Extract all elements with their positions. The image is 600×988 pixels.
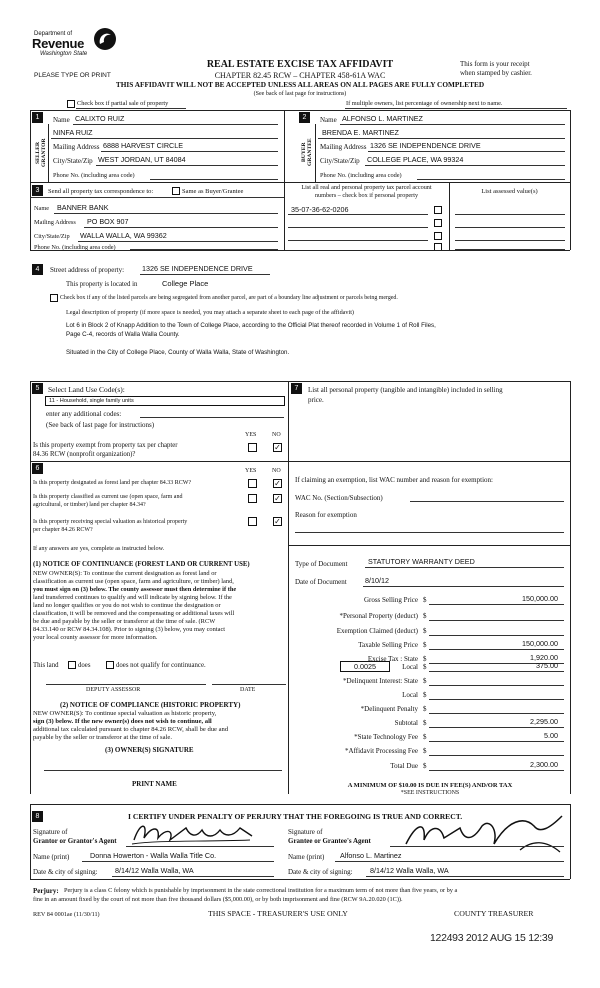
- treasurer-use-only: THIS SPACE - TREASURER'S USE ONLY: [208, 909, 348, 918]
- delinquent-currency: $: [423, 677, 427, 685]
- current-use-yes-checkbox[interactable]: [248, 494, 257, 503]
- segregated-label: Check box if any of the listed parcels are being segregated from another parcel, are part of a boundary line adjustment or parcels being merged.: [60, 295, 398, 301]
- taxable-price-value[interactable]: 150,000.00: [522, 639, 558, 648]
- grantor-signature[interactable]: [130, 818, 260, 848]
- affidavit-fee-label: *Affidavit Processing Fee: [345, 747, 418, 755]
- personal-property-label: *Personal Property (deduct): [339, 612, 418, 620]
- form-warning: THIS AFFIDAVIT WILL NOT BE ACCEPTED UNLESS ALL AREAS ON ALL PAGES ARE FULLY COMPLETED: [115, 80, 485, 89]
- personal-property-list-2: price.: [308, 396, 324, 404]
- dor-swirl-icon: [92, 26, 118, 52]
- parcel-number[interactable]: 35-07-36-62-0206: [291, 205, 349, 214]
- grantor-sig-label-2: Grantor or Grantor's Agent: [33, 837, 117, 845]
- buyer-name-1[interactable]: ALFONSO L. MARTINEZ: [342, 114, 423, 123]
- please-type: PLEASE TYPE OR PRINT: [34, 72, 111, 79]
- grantee-printed-name[interactable]: Alfonso L. Martinez: [340, 851, 402, 860]
- wac-label: WAC No. (Section/Subsection): [295, 494, 383, 502]
- legal-line-3: Situated in the City of College Place, County of Walla Walla, State of Washington.: [66, 349, 290, 356]
- s5-yes-header: YES: [245, 432, 257, 438]
- s5-no-header: NO: [272, 432, 281, 438]
- penalty-currency: $: [423, 705, 427, 713]
- doc-type-label: Type of Document: [295, 560, 348, 568]
- parcel-2-personal-checkbox[interactable]: [434, 219, 442, 227]
- historic-question-2: per chapter 84.26 RCW?: [33, 527, 93, 533]
- historic-no-checkbox[interactable]: ✓: [274, 517, 281, 526]
- personal-currency: $: [423, 612, 427, 620]
- excise-state-label: Excise Tax : State: [367, 655, 418, 663]
- tax-name-label: Name: [34, 205, 50, 212]
- seller-city-label: City/State/Zip: [53, 157, 93, 165]
- subtotal-label: Subtotal: [394, 719, 418, 727]
- print-name-label: PRINT NAME: [132, 780, 177, 788]
- gross-currency: $: [423, 596, 427, 604]
- receipt-note-1: This form is your receipt: [460, 60, 530, 68]
- tax-name[interactable]: BANNER BANK: [57, 203, 109, 212]
- section-4-badge: 4: [32, 264, 43, 275]
- logo-washington: Washington State: [40, 51, 88, 57]
- seller-name-1[interactable]: CALIXTO RUIZ: [75, 114, 125, 123]
- parcel-header-2: numbers – check box if personal property: [314, 192, 419, 199]
- partial-sale-checkbox[interactable]: [67, 100, 75, 108]
- doc-date-label: Date of Document: [295, 578, 347, 586]
- street-address[interactable]: 1326 SE INDEPENDENCE DRIVE: [142, 264, 253, 273]
- notice-1-line-4: land transferred continues to qualify and will indicate by signing below. If the: [33, 594, 232, 601]
- excise-local-value[interactable]: 375.00: [536, 661, 558, 670]
- delinquent-penalty-label: *Delinquent Penalty: [360, 705, 418, 713]
- affidavit-fee-currency: $: [423, 747, 427, 755]
- partial-sale-label: Check box if partial sale of property: [77, 100, 169, 107]
- personal-property-list-1: List all personal property (tangible and intangible) included in selling: [308, 386, 503, 394]
- grantee-sig-label-1: Signature of: [288, 828, 323, 836]
- s6-no-header: NO: [272, 468, 281, 474]
- assessed-header: List assessed value(s): [481, 188, 538, 195]
- notice-2-line-1: NEW OWNER(S): To continue special valuation as historic property,: [33, 710, 217, 717]
- tax-city-label: City/State/Zip: [34, 233, 70, 240]
- forest-yes-checkbox[interactable]: [248, 479, 257, 488]
- receipt-note-2: when stamped by cashier.: [460, 69, 532, 77]
- total-due-value[interactable]: 2,300.00: [530, 760, 558, 769]
- excise-local-label: Local: [402, 663, 418, 671]
- excise-state-value[interactable]: 1,920.00: [530, 653, 558, 662]
- minimum-fee-note: A MINIMUM OF $10.00 IS DUE IN FEE(S) AND/OR TAX: [347, 782, 513, 789]
- land-use-see-back: (See back of last page for instructions): [46, 421, 155, 429]
- historic-question-1: Is this property receiving special valuation as historical property: [33, 519, 188, 525]
- notice-2-line-3: additional tax calculated pursuant to chapter 84.26 RCW, shall be due and: [33, 726, 229, 733]
- section-1-badge: 1: [32, 112, 43, 123]
- historic-yes-checkbox[interactable]: [248, 517, 257, 526]
- exempt-question-1: Is this property exempt from property tax per chapter: [33, 442, 178, 449]
- seller-city[interactable]: WEST JORDAN, UT 84084: [98, 155, 186, 164]
- tech-fee-label: *State Technology Fee: [354, 733, 418, 741]
- grantee-date-city-label: Date & city of signing:: [288, 868, 353, 876]
- notice-3-title: (3) OWNER(S) SIGNATURE: [105, 746, 194, 754]
- notice-1-title: (1) NOTICE OF CONTINUANCE (FOREST LAND OR CURRENT USE): [33, 561, 250, 568]
- seller-phone-label: Phone No. (including area code): [53, 172, 135, 179]
- total-due-label: Total Due: [390, 762, 418, 770]
- street-label: Street address of property:: [50, 266, 125, 274]
- notice-2-line-4: payable by the seller or transferor at the time of sale.: [33, 734, 172, 741]
- exempt-question-2: 84.36 RCW (nonprofit organization)?: [33, 451, 136, 458]
- subtotal-currency: $: [423, 719, 427, 727]
- buyer-address-label: Mailing Address: [320, 143, 367, 151]
- gross-price-value[interactable]: 150,000.00: [522, 594, 558, 603]
- current-use-question-1: Is this property classified as current use (open space, farm and: [33, 494, 183, 500]
- parcel-1-personal-checkbox[interactable]: [434, 206, 442, 214]
- tax-city[interactable]: WALLA WALLA, WA 99362: [80, 231, 167, 240]
- seller-name-label: Name: [53, 116, 70, 124]
- delinquent-local-currency: $: [423, 691, 427, 699]
- logo-revenue: Revenue: [32, 36, 85, 51]
- perjury-line-1: Perjury is a class C felony which is punishable by imprisonment in the state correctional institution for a maximum term of not more than five years, or by a: [64, 887, 458, 894]
- exemption-currency: $: [423, 627, 427, 635]
- legal-label: Legal description of property (if more space is needed, you may attach a separate sheet to each page of the affidavit): [66, 309, 354, 316]
- same-as-buyer-checkbox[interactable]: [172, 187, 180, 195]
- exemption-reason-label: Reason for exemption: [295, 511, 357, 519]
- grantor-printed-name[interactable]: Donna Howerton - Walla Walla Title Co.: [90, 851, 217, 860]
- parcel-header-1: List all real and personal property tax parcel account: [301, 184, 432, 191]
- grantor-name-label: Name (print): [33, 853, 70, 861]
- excise-state-currency: $: [423, 655, 427, 663]
- buyer-city-label: City/State/Zip: [320, 157, 360, 165]
- forest-land-question: Is this property designated as forest land per chapter 84.33 RCW?: [33, 480, 192, 486]
- see-instructions-note: *SEE INSTRUCTIONS: [400, 790, 460, 796]
- multiple-owners-note: If multiple owners, list percentage of ownership next to name.: [346, 100, 503, 107]
- notice-2-line-2: sign (3) below. If the new owner(s) does not wish to continue, all: [33, 718, 212, 725]
- county-treasurer: COUNTY TREASURER: [454, 909, 534, 918]
- notice-1-line-8: 84.33.140 or RCW 84.34.108). Prior to signing (3) below, you may contact: [33, 626, 226, 633]
- grantee-sig-label-2: Grantee or Grantee's Agent: [288, 837, 371, 845]
- form-title: REAL ESTATE EXCISE TAX AFFIDAVIT: [206, 59, 394, 70]
- total-due-currency: $: [423, 762, 427, 770]
- perjury-label: Perjury:: [33, 887, 59, 895]
- same-as-buyer-label: Same as Buyer/Grantee: [182, 188, 244, 195]
- notice-1-line-2: classification as current use (open space, farm and agriculture, or timber) land,: [33, 578, 234, 585]
- grantee-name-label: Name (print): [288, 853, 325, 861]
- additional-codes-label: enter any additional codes:: [46, 410, 122, 418]
- section-7-badge: 7: [291, 383, 302, 394]
- tax-phone-label: Phone No. (including area code): [34, 244, 116, 251]
- deputy-assessor-label: DEPUTY ASSESSOR: [86, 687, 141, 693]
- doc-date[interactable]: 8/10/12: [365, 576, 389, 585]
- tax-address-label: Mailing Address: [34, 219, 76, 226]
- buyer-name-2[interactable]: BRENDA E. MARTINEZ: [322, 128, 399, 137]
- current-use-no-checkbox[interactable]: ✓: [274, 494, 281, 503]
- exemption-question: If claiming an exemption, list WAC number and reason for exemption:: [295, 476, 493, 484]
- grantor-sig-label-1: Signature of: [33, 828, 68, 836]
- buyer-side-label: BUYER GRANTEE: [301, 138, 313, 167]
- legal-line-1: Lot 6 in Block 2 of Knapp Addition to the Town of College Place, according to the Official Plat thereof recorded in Volume 1 of Roll Files,: [66, 322, 436, 329]
- form-number: REV 84 0001ae (11/30/11): [33, 911, 100, 918]
- seller-address-label: Mailing Address: [53, 143, 100, 151]
- notice-1-line-7: be due and payable by the seller or transferor at the time of sale. (RCW: [33, 618, 216, 625]
- grantor-date-city-label: Date & city of signing:: [33, 868, 98, 876]
- land-use-label: Select Land Use Code(s):: [48, 385, 125, 394]
- if-yes-instruction: If any answers are yes, complete as instructed below.: [33, 545, 165, 552]
- dor-logo: [30, 22, 125, 67]
- tech-fee-value[interactable]: 5.00: [544, 731, 558, 740]
- land-does-label: does: [78, 662, 91, 669]
- notice-1-line-6: classification, it will be removed and the compensating or additional taxes will: [33, 610, 235, 617]
- buyer-phone-label: Phone No. (including area code): [320, 172, 402, 179]
- certify-statement: I CERTIFY UNDER PENALTY OF PERJURY THAT THE FOREGOING IS TRUE AND CORRECT.: [128, 812, 463, 821]
- exempt-no-checkbox[interactable]: ✓: [274, 443, 281, 452]
- seller-side-label: SELLER GRANTOR: [35, 138, 47, 167]
- grantee-signature[interactable]: [400, 810, 568, 858]
- grantee-date-city[interactable]: 8/14/12 Walla Walla, WA: [370, 866, 449, 875]
- local-rate-box[interactable]: 0.0025: [340, 661, 390, 672]
- this-land-label: This land: [33, 662, 59, 669]
- correspondence-label: Send all property tax correspondence to:: [48, 188, 154, 195]
- delinquent-interest-label: *Delinquent Interest: State: [342, 677, 418, 685]
- seller-name-2[interactable]: NINFA RUIZ: [53, 128, 93, 137]
- notice-1-line-1: NEW OWNER(S): To continue the current designation as forest land or: [33, 570, 217, 577]
- forest-no-checkbox[interactable]: ✓: [274, 479, 281, 488]
- land-does-not-checkbox[interactable]: [106, 661, 114, 669]
- land-does-not-label: does not qualify for continuance.: [116, 662, 206, 669]
- delinquent-local-label: Local: [402, 691, 418, 699]
- exempt-yes-checkbox[interactable]: [248, 443, 257, 452]
- see-back-header: (See back of last page for instructions): [253, 91, 347, 97]
- land-does-checkbox[interactable]: [68, 661, 76, 669]
- buyer-name-label: Name: [320, 116, 337, 124]
- perjury-line-2: fine in an amount fixed by the court of not more than five thousand dollars ($5,000.00), or by both imprisonment and fine (RCW 9A.20.020 (1C)).: [33, 896, 403, 903]
- land-use-select[interactable]: 11 - Household, single family units: [45, 396, 285, 406]
- section-6-badge: 6: [32, 463, 43, 474]
- notice-1-line-3: you must sign on (3) below. The county assessor must then determine if the: [33, 586, 237, 593]
- located-city[interactable]: College Place: [162, 279, 209, 288]
- section-5-badge: 5: [32, 383, 43, 394]
- notice-2-title: (2) NOTICE OF COMPLIANCE (HISTORIC PROPERTY): [60, 701, 241, 709]
- section-3-badge: 3: [32, 185, 43, 196]
- located-label: This property is located in: [66, 281, 138, 288]
- legal-line-2: Page C-4, records of Walla Walla County.: [66, 331, 180, 338]
- gross-price-label: Gross Selling Price: [363, 596, 418, 604]
- taxable-price-label: Taxable Selling Price: [358, 641, 418, 649]
- receipt-stamp: 122493 2012 AUG 15 12:39: [430, 932, 553, 944]
- logo-department: Department of: [34, 31, 73, 37]
- segregated-checkbox[interactable]: [50, 294, 58, 302]
- s6-yes-header: YES: [245, 468, 257, 474]
- excise-local-currency: $: [423, 663, 427, 671]
- notice-1-line-9: your local county assessor for more information.: [33, 634, 158, 641]
- notice-1-line-5: land no longer qualifies or you do not wish to continue the designation or: [33, 602, 221, 609]
- tax-address[interactable]: PO BOX 907: [87, 217, 129, 226]
- exemption-claimed-label: Exemption Claimed (deduct): [336, 627, 418, 635]
- section-2-badge: 2: [299, 112, 310, 123]
- taxable-currency: $: [423, 641, 427, 649]
- grantor-date-city[interactable]: 8/14/12 Walla Walla, WA: [115, 866, 194, 875]
- date-label: DATE: [240, 687, 256, 693]
- parcel-3-personal-checkbox[interactable]: [434, 232, 442, 240]
- section-8-badge: 8: [32, 811, 43, 822]
- buyer-address[interactable]: 1326 SE INDEPENDENCE DRIVE: [370, 141, 481, 150]
- doc-type[interactable]: STATUTORY WARRANTY DEED: [368, 557, 475, 566]
- seller-address[interactable]: 6888 HARVEST CIRCLE: [103, 141, 184, 150]
- form-subtitle: CHAPTER 82.45 RCW – CHAPTER 458-61A WAC: [214, 71, 386, 80]
- buyer-city[interactable]: COLLEGE PLACE, WA 99324: [367, 155, 464, 164]
- tech-fee-currency: $: [423, 733, 427, 741]
- current-use-question-2: agricultural, or timber) land per chapter 84.34?: [33, 502, 146, 508]
- subtotal-value[interactable]: 2,295.00: [530, 717, 558, 726]
